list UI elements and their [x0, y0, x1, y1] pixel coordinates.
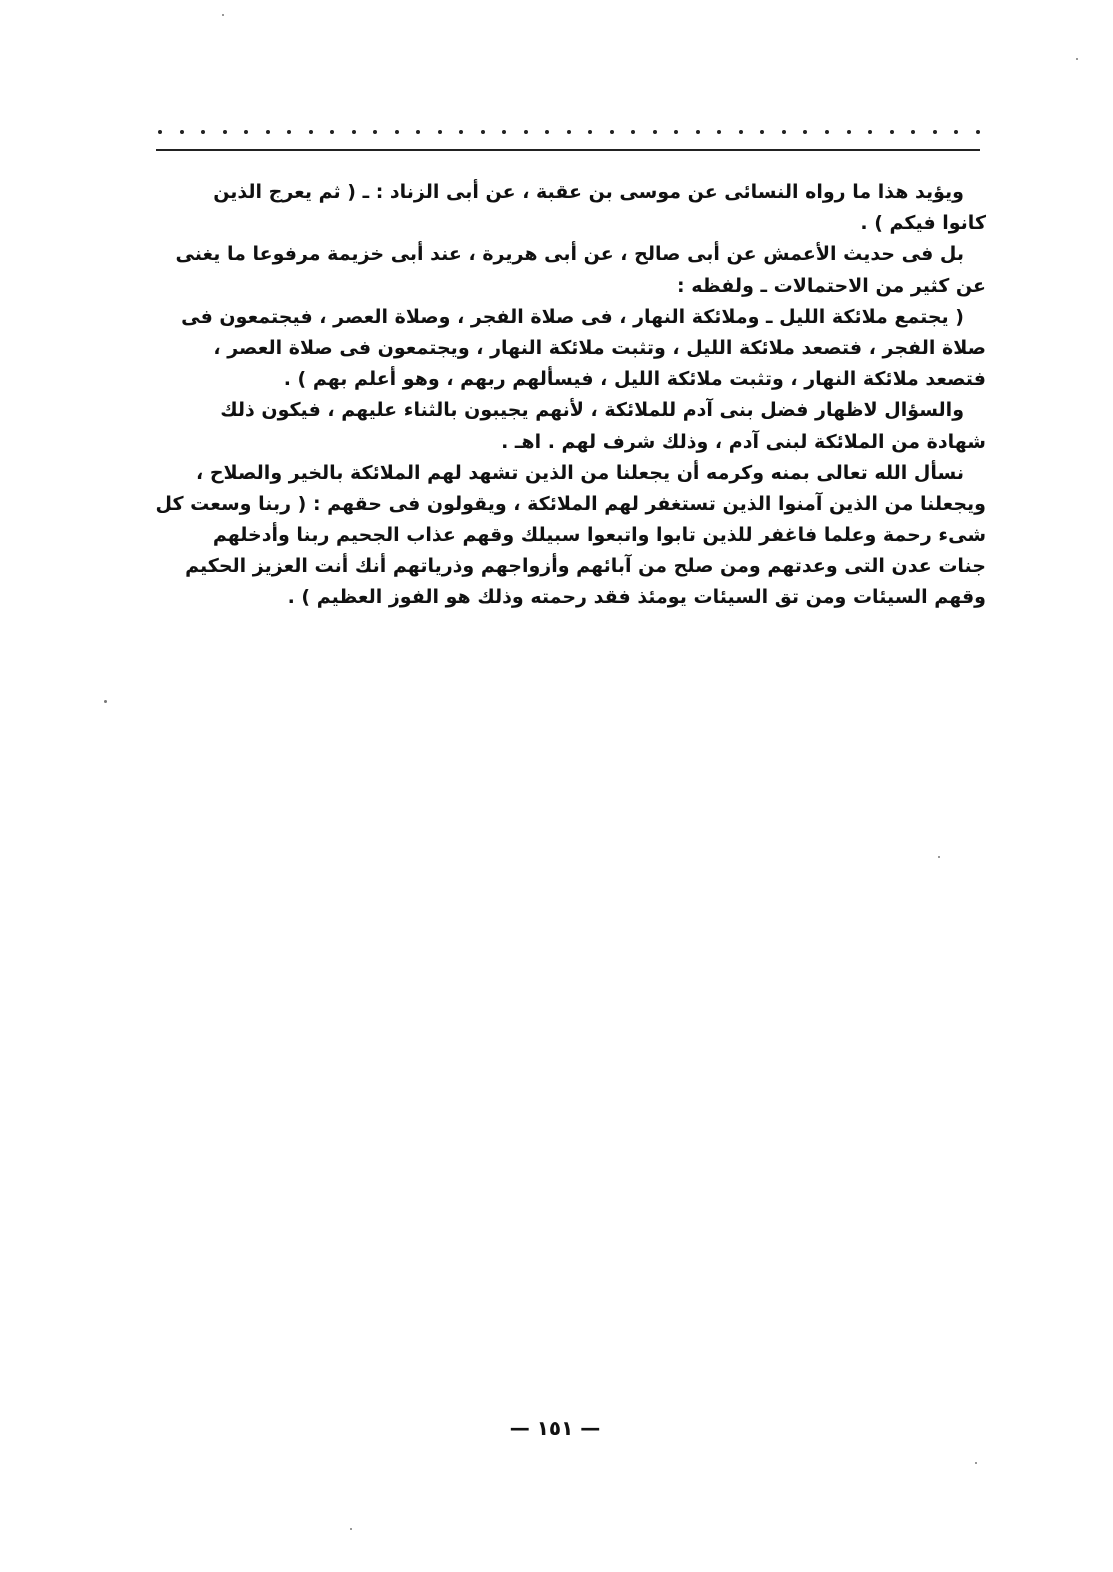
body-text [140, 177, 986, 614]
text-line: ( يجتمع ملائكة الليل ـ وملائكة النهار ، فى صلاة الفجر ، وصلاة العصر ، فيجتمعون فى [181, 305, 964, 328]
paragraph-2 [140, 239, 986, 301]
header-rule [156, 149, 980, 151]
text-line: ويجعلنا من الذين آمنوا الذين تستغفر لهم الملائكة ، ويقولون فى حقهم : ( ربنا وسعت كل [155, 492, 986, 515]
scan-speck [975, 1462, 977, 1464]
page-number: — ١٥١ — [509, 1416, 601, 1440]
scan-speck [350, 1528, 352, 1530]
text-line: صلاة الفجر ، فتصعد ملائكة الليل ، وتثبت ملائكة النهار ، ويجتمعون فى صلاة العصر ، [213, 336, 986, 359]
paragraph-4 [140, 395, 986, 457]
text-line: كانوا فيكم ) . [860, 212, 986, 235]
text-line: وقهم السيئات ومن تق السيئات يومئذ فقد رحمته وذلك هو الفوز العظيم ) . [287, 586, 986, 609]
text-line: شىء رحمة وعلما فاغفر للذين تابوا واتبعوا سبيلك وقهم عذاب الجحيم ربنا وأدخلهم [212, 524, 986, 547]
paragraph-5 [140, 458, 986, 614]
text-line: بل فى حديث الأعمش عن أبى صالح ، عن أبى هريرة ، عند أبى خزيمة مرفوعا ما يغنى [175, 243, 964, 266]
paragraph-3 [140, 302, 986, 396]
text-line: عن كثير من الاحتمالات ـ ولفظه : [677, 274, 986, 297]
text-line: نسأل الله تعالى بمنه وكرمه أن يجعلنا من الذين تشهد لهم الملائكة بالخير والصلاح ، [196, 461, 964, 484]
paragraph-1 [140, 177, 986, 239]
text-line: والسؤال لاظهار فضل بنى آدم للملائكة ، لأنهم يجيبون بالثناء عليهم ، فيكون ذلك [220, 399, 964, 422]
scan-speck [938, 856, 940, 858]
text-line: جنات عدن التى وعدتهم ومن صلح من آبائهم وأزواجهم وذرياتهم أنك أنت العزيز الحكيم [185, 555, 986, 578]
text-line: ويؤيد هذا ما رواه النسائى عن موسى بن عقبة ، عن أبى الزناد : ـ ( ثم يعرج الذين [213, 181, 964, 203]
text-line: شهادة من الملائكة لبنى آدم ، وذلك شرف لهم . اهـ . [501, 430, 986, 453]
text-line: فتصعد ملائكة النهار ، وتثبت ملائكة الليل ، فيسألهم ربهم ، وهو أعلم بهم ) . [283, 368, 986, 391]
header-ornament [158, 124, 980, 140]
scan-speck [222, 14, 224, 16]
scan-speck [1076, 58, 1078, 60]
scan-speck [104, 700, 107, 703]
